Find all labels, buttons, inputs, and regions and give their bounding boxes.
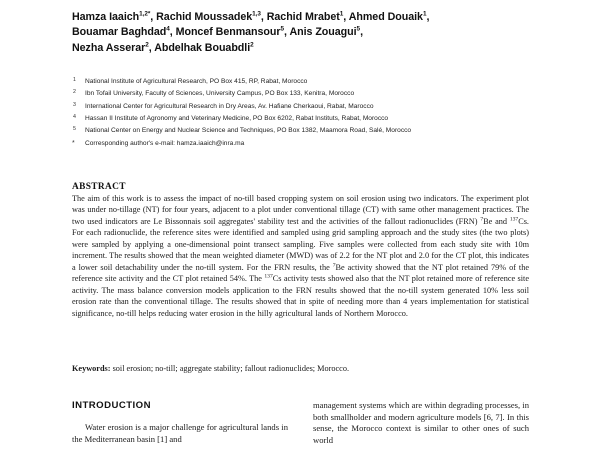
author-separator: ,: [343, 11, 349, 23]
author-line: [72, 10, 540, 25]
abstract-mid-1: Be and: [483, 216, 510, 226]
affiliation-list: [72, 76, 542, 150]
affiliation-marker: 5: [73, 126, 76, 133]
author-line: [72, 25, 540, 40]
affiliation-row: [72, 88, 542, 100]
affiliation-marker: 1: [73, 76, 76, 83]
author-affiliation-marker: 2: [145, 41, 149, 49]
keywords-label: Keywords:: [72, 364, 111, 373]
author-separator: ,: [426, 11, 430, 23]
abstract-text: [72, 193, 529, 319]
author-separator: ,: [360, 26, 363, 39]
abstract-part-3: Cs activity tests showed also that the NT plot retained more of reference site activity. The mass balance conversion models application to the FRN results showed that the no-till system generated 10% less soil erosion rate than the conventional tillage. The results showed that in spite of needing more than 4 years implementation for statistical significance, no-till helps reducing water erosion in the hilly agricultural lands of Northern Morocco.: [72, 274, 529, 318]
author-separator: ,: [150, 11, 157, 23]
introduction-paragraph-right: management systems which are within degrading processes, in both smallholder and modern agriculture models [6, 7]. In this sense, the Morocco context is similar to other ones of such world: [313, 400, 529, 445]
affiliation-row: [72, 76, 542, 88]
author-list: [72, 10, 540, 56]
affiliation-row: [72, 101, 542, 113]
affiliation-row: [72, 125, 542, 137]
radionuclide-be-mass: 7: [480, 216, 484, 223]
corresponding-author-line: [72, 138, 542, 150]
author-line: [72, 41, 540, 56]
affiliation-text: National Institute of Agricultural Research, PO Box 415, RP, Rabat, Morocco: [85, 78, 308, 85]
author-affiliation-marker: 1: [339, 10, 344, 18]
author-separator: ,: [284, 26, 290, 39]
affiliation-marker: *: [72, 139, 75, 147]
radionuclide-cs-mass: 137: [509, 216, 519, 223]
column-right: [313, 400, 529, 450]
affiliation-text: Hassan II Institute of Agronomy and Veterinary Medicine, PO Box 6202, Rabat Instituts, Rabat, Morocco: [85, 115, 389, 123]
author-separator: ,: [260, 11, 267, 23]
affiliation-text: Ibn Tofail University, Faculty of Sciences, University Campus, PO Box 133, Kenitra, Morocco: [85, 90, 355, 98]
author-name: Bouamar Baghdad: [72, 26, 167, 39]
author-separator: ,: [148, 41, 155, 54]
keywords-line: [72, 363, 529, 374]
affiliation-marker: 2: [73, 89, 76, 96]
author-affiliation-marker: 5: [356, 25, 361, 33]
author-affiliation-marker: 4: [166, 25, 170, 33]
abstract-part-2: Cs. For each radionuclide, the reference sites were identified and sampled using grid sampling approach and the study sites (the two plots) were sampled by applying a one-dimensional point transect sampling. Five samples were collected from each study site with 10m increment. The results showed that the mean weighted diameter (MWD) was of 2.2 for the NT plot and 2.0 for the CT plot, this indicates a lower soil detachability under the no-till system. For the FRN results, the: [72, 216, 529, 272]
introduction-paragraph-left: Water erosion is a major challenge for agricultural lands in the Mediterranean basin [1] and: [72, 422, 288, 444]
keywords-values: soil erosion; no-till; aggregate stability; fallout radionuclides; Morocco.: [110, 364, 350, 373]
author-affiliation-marker: 1: [422, 10, 427, 18]
author-name: Rachid Mrabet: [266, 11, 340, 23]
affiliation-row: [72, 113, 542, 125]
column-left: [72, 400, 288, 450]
affiliation-text: International Center for Agricultural Research in Dry Areas, Av. Hafiane Cherkaoui, Rabat, Marocco: [85, 102, 374, 110]
author-name: Ahmed Douaik: [348, 11, 423, 23]
author-affiliation-marker: 1,2*: [139, 10, 151, 18]
affiliation-marker: 3: [73, 101, 76, 108]
abstract-part-1: The aim of this work is to assess the impact of no-till based cropping system on soil erosion using two indicators. The experiment plot was under no-tillage (NT) for four years, adjacent to a plot under conventional tillage (CT) with same other management practices. The two used indicators are Le Bissonnais soil aggregates' stability test and the activities of the fallout radionuclides (FRN): [72, 194, 529, 226]
introduction-heading: INTRODUCTION: [72, 400, 151, 411]
radionuclide-be-mass-2: 7: [332, 261, 336, 268]
author-affiliation-marker: 2: [250, 41, 254, 49]
abstract-mid-2: Be activity showed that the NT plot retained 79% of the reference site activity and the CT plot retained 54%. The: [72, 262, 529, 284]
author-affiliation-marker: 1,3: [252, 10, 261, 18]
author-name: Rachid Moussadek: [156, 11, 253, 23]
radionuclide-cs-mass-2: 137: [264, 273, 273, 280]
body-columns: [72, 400, 529, 450]
affiliation-text: National Center on Energy and Nuclear Science and Techniques, PO Box 1382, Maamora Road, Salé, Morocco: [85, 127, 412, 135]
author-name: Hamza Iaaich: [72, 11, 140, 23]
author-name: Anis Zouagui: [289, 26, 357, 39]
abstract-heading: ABSTRACT: [72, 182, 126, 192]
affiliation-marker: 4: [73, 113, 76, 120]
author-name: Abdelhak Bouabdli: [154, 41, 251, 54]
author-name: Nezha Asserar: [72, 41, 146, 54]
affiliation-text: Corresponding author's e-mail: hamza.iaaich@inra.ma: [85, 139, 245, 147]
author-affiliation-marker: 5: [280, 25, 284, 33]
author-separator: ,: [169, 26, 176, 39]
author-name: Moncef Benmansour: [175, 26, 281, 39]
